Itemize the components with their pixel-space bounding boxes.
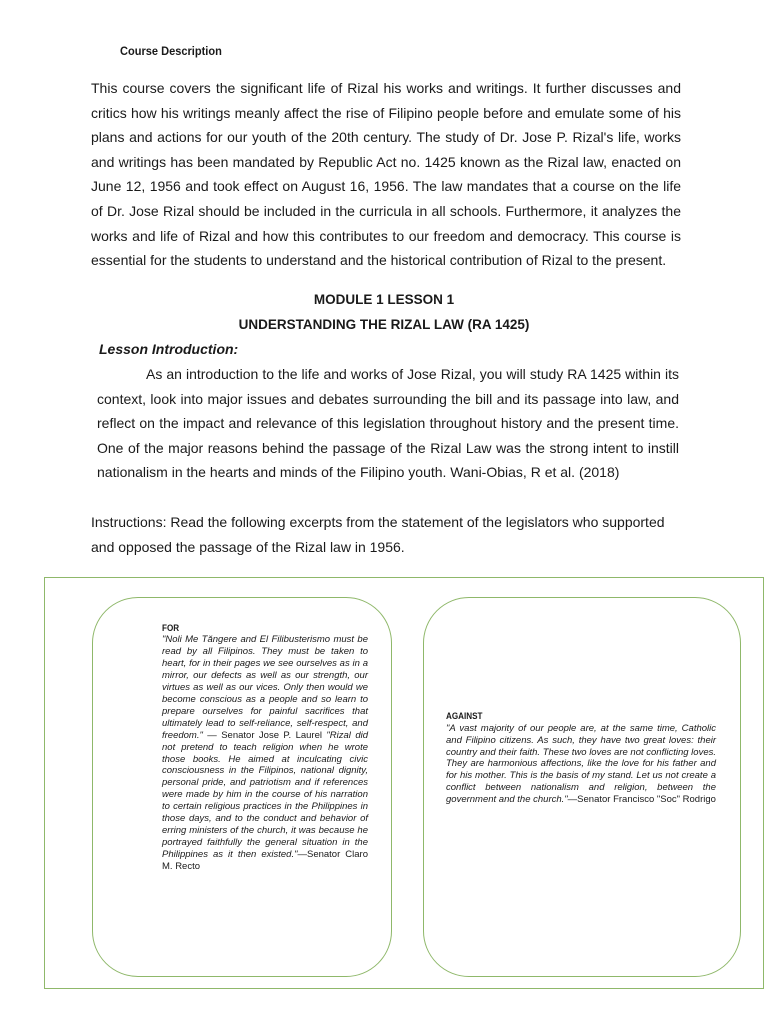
recto-attribution: —Senator Claro M. Recto <box>162 849 368 873</box>
rodrigo-quote: "A vast majority of our people are, at the same time, Catholic and Filipino citizens. As such, they have two great loves: their country and their faith. These two loves are not conflicting loves. They are harmonious affections, like the love for his father and for his mother. This is the basis of my stand. Let us not create a conflict between nationalism and religion, between the government and the church." <box>446 723 716 805</box>
lesson-intro-text: As an introduction to the life and works of Jose Rizal, you will study RA 1425 within its context, look into major issues and debates surrounding the bill and its passage into law, and reflect on the impact and relevance of this legislation throughout history and the present time. One of the major reasons behind the passage of the Rizal Law was the strong intent to instill nationalism in the hearts and minds of the Filipino youth. Wani-Obias, R et al. (2018) <box>97 366 679 481</box>
against-label: AGAINST <box>446 711 483 721</box>
laurel-attribution: — Senator Jose P. Laurel <box>202 729 322 741</box>
lesson-title: UNDERSTANDING THE RIZAL LAW (RA 1425) <box>238 317 530 332</box>
for-quote <box>162 634 368 873</box>
against-quote <box>446 723 716 806</box>
recto-quote: "Rizal did not pretend to teach religion when he wrote those books. He aimed at inculcating civic consciousness in the Filipinos, national dignity, personal pride, and patriotism and if references were made by him in the course of his narration to certain religious practices in the Philippines in those days, and to the conduct and behavior of erring ministers of the church, it was because he portrayed faithfully the general situation in the Philippines as it then existed." <box>162 729 368 861</box>
rodrigo-attribution: —Senator Francisco "Soc" Rodrigo <box>567 793 716 805</box>
course-description-text: This course covers the significant life of Rizal his works and writings. It further discusses and critics how his writings meanly affect the rise of Filipino people before and emulate some of his plans and actions for our youth of the 20th century. The study of Dr. Jose P. Rizal's life, works and writings has been mandated by Republic Act no. 1425 known as the Rizal law, enacted on June 12, 1956 and took effect on August 16, 1956. The law mandates that a course on the life of Dr. Jose Rizal should be included in the curricula in all schools. Furthermore, it analyzes the works and life of Rizal and how this contributes to our freedom and democracy. This course is essential for the students to understand and the historical contribution of Rizal to the present. <box>91 80 681 269</box>
module-title: MODULE 1 LESSON 1 <box>313 292 455 307</box>
for-label: FOR <box>162 623 180 633</box>
lesson-intro-heading: Lesson Introduction: <box>99 341 239 357</box>
course-description-heading: Course Description <box>120 44 222 58</box>
laurel-quote: "Noli Me Tăngere and El Filibusterismo must be read by all Filipinos. They must be taken to heart, for in their pages we see ourselves as in a mirror, our defects as well as our strength, our virtues as well as our vices. Only then would we become conscious as a people and so learn to prepare ourselves for painful sacrifices that ultimately lead to self-reliance, self-respect, and freedom." <box>162 634 368 741</box>
instructions-text: Instructions: Read the following excerpts from the statement of the legislators who supported and opposed the passage of the Rizal law in 1956. <box>91 514 665 555</box>
